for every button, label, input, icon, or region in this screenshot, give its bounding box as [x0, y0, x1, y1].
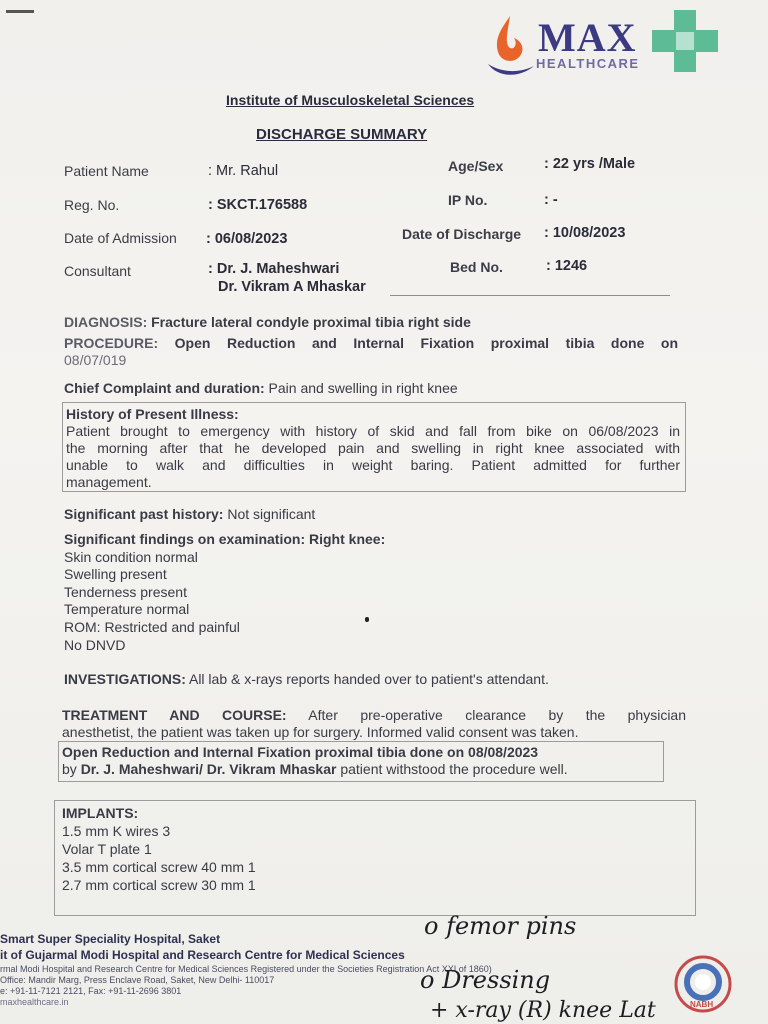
- ink-dot: [365, 617, 369, 622]
- document-title: DISCHARGE SUMMARY: [256, 126, 428, 143]
- divider: [390, 295, 670, 296]
- treatment-text-1: After pre-operative clearance by the physician: [308, 707, 686, 723]
- finding-item: Tenderness present: [64, 583, 187, 600]
- brand-subtitle: HEALTHCARE: [536, 56, 640, 71]
- institute-title: Institute of Musculoskeletal Sciences: [226, 92, 475, 108]
- hospital-footer: [0, 932, 492, 1007]
- treatment-outcome: patient withstood the procedure well.: [336, 761, 568, 777]
- discharge-label: Date of Discharge: [402, 226, 522, 242]
- admission-value: : 06/08/2023: [206, 231, 288, 247]
- procedure-text: Open Reduction and Internal Fixation proximal tibia done on: [174, 335, 679, 351]
- history-section: [66, 406, 680, 491]
- diagnosis-label: DIAGNOSIS:: [64, 314, 148, 330]
- handwritten-note-2: o Dressing: [420, 966, 551, 994]
- finding-item: Swelling present: [64, 566, 167, 583]
- consultant-value-2: Dr. Vikram A Mhaskar: [218, 279, 366, 295]
- brand-name: MAX: [538, 15, 637, 60]
- footer-line-4: Office: Mandir Marg, Press Enclave Road, Saket, New Delhi- 110017: [0, 975, 275, 985]
- diagnosis: [64, 314, 471, 330]
- implants-title: IMPLANTS:: [62, 805, 139, 821]
- history-line-4: management.: [66, 474, 152, 490]
- findings-section: [64, 531, 385, 654]
- investigations: [64, 671, 549, 687]
- procedure-label: PROCEDURE:: [64, 335, 159, 351]
- finding-item: ROM: Restricted and painful: [64, 618, 240, 635]
- treatment-line-4: [62, 761, 568, 778]
- finding-item: Skin condition normal: [64, 548, 198, 565]
- footer-line-1: Smart Super Speciality Hospital, Saket: [0, 932, 221, 946]
- footer-line-6: maxhealthcare.in: [0, 997, 69, 1007]
- plus-cross-icon: [652, 10, 718, 72]
- bed-no-value: : 1246: [546, 258, 588, 274]
- admission-label: Date of Admission: [64, 230, 177, 246]
- implant-item: 2.7 mm cortical screw 30 mm 1: [62, 877, 256, 893]
- footer-line-3: rmal Modi Hospital and Research Centre for Medical Sciences Registered under the Societies Registration Act XXI of 1860): [0, 964, 492, 974]
- finding-item: Temperature normal: [64, 601, 190, 618]
- past-history-text: Not significant: [227, 506, 316, 522]
- ip-no-label: IP No.: [448, 192, 488, 208]
- implants-section: [62, 804, 256, 894]
- procedure-line-1: [64, 335, 678, 352]
- footer-line-5: e: +91-11-7121 2121, Fax: +91-11-2696 3801: [0, 986, 182, 996]
- procedure-date: 08/07/019: [64, 352, 127, 368]
- chief-complaint: [64, 380, 458, 396]
- ip-no-value: : -: [544, 192, 558, 208]
- seal-label: NABH: [690, 1000, 714, 1009]
- procedure: [64, 335, 678, 369]
- consultant-label: Consultant: [64, 263, 131, 279]
- chief-complaint-label: Chief Complaint and duration:: [64, 380, 265, 396]
- handwritten-note-3: + x-ray (R) knee Lat: [430, 998, 656, 1023]
- max-healthcare-logo: [484, 8, 724, 80]
- treatment-surgeons: Dr. J. Maheshwari/ Dr. Vikram Mhaskar: [80, 761, 337, 777]
- reg-no-label: Reg. No.: [64, 197, 120, 213]
- treatment-line-1: [62, 707, 686, 724]
- flame-icon: [484, 8, 544, 80]
- history-line-1: Patient brought to emergency with history of skid and fall from bike on 06/08/2023 in: [66, 423, 680, 439]
- reg-no-value: : SKCT.176588: [208, 197, 308, 213]
- age-sex-value: : 22 yrs /Male: [544, 156, 636, 172]
- implant-item: 3.5 mm cortical screw 40 mm 1: [62, 859, 256, 875]
- bed-no-label: Bed No.: [450, 259, 503, 275]
- finding-item: No DNVD: [64, 636, 126, 653]
- treatment-line-3: Open Reduction and Internal Fixation proximal tibia done on 08/08/2023: [62, 744, 539, 760]
- treatment-line-2: anesthetist, the patient was taken up for surgery. Informed valid consent was taken.: [62, 724, 579, 740]
- diagnosis-text: Fracture lateral condyle proximal tibia right side: [151, 314, 471, 330]
- footer-line-2: it of Gujarmal Modi Hospital and Research Centre for Medical Sciences: [0, 948, 405, 962]
- handwritten-note-1: o femor pins: [424, 912, 577, 940]
- investigations-text: All lab & x-rays reports handed over to patient's attendant.: [188, 671, 549, 687]
- surgery-detail: [62, 744, 568, 778]
- patient-name-label: Patient Name: [64, 163, 149, 179]
- implant-item: Volar T plate 1: [62, 841, 152, 857]
- findings-title: Significant findings on examination: Right knee:: [64, 531, 386, 547]
- chief-complaint-text: Pain and swelling in right knee: [268, 380, 458, 396]
- history-title: History of Present Illness:: [66, 406, 239, 422]
- past-history-label: Significant past history:: [64, 506, 224, 522]
- past-history: [64, 506, 315, 522]
- treatment-section: [62, 707, 686, 741]
- implant-item: 1.5 mm K wires 3: [62, 823, 171, 839]
- corner-mark: [6, 10, 34, 13]
- investigations-label: INVESTIGATIONS:: [64, 671, 186, 687]
- treatment-by: by: [62, 761, 81, 777]
- patient-name-value: : Mr. Rahul: [208, 163, 279, 179]
- treatment-label: TREATMENT AND COURSE:: [62, 707, 287, 723]
- history-line-3: unable to walk and difficulties in weight baring. Patient admitted for further: [66, 457, 680, 473]
- history-line-2: the morning after that he developed pain and swelling in right knee associated with: [66, 440, 680, 456]
- age-sex-label: Age/Sex: [448, 158, 504, 174]
- discharge-value: : 10/08/2023: [544, 225, 626, 241]
- consultant-value-1: : Dr. J. Maheshwari: [208, 261, 340, 277]
